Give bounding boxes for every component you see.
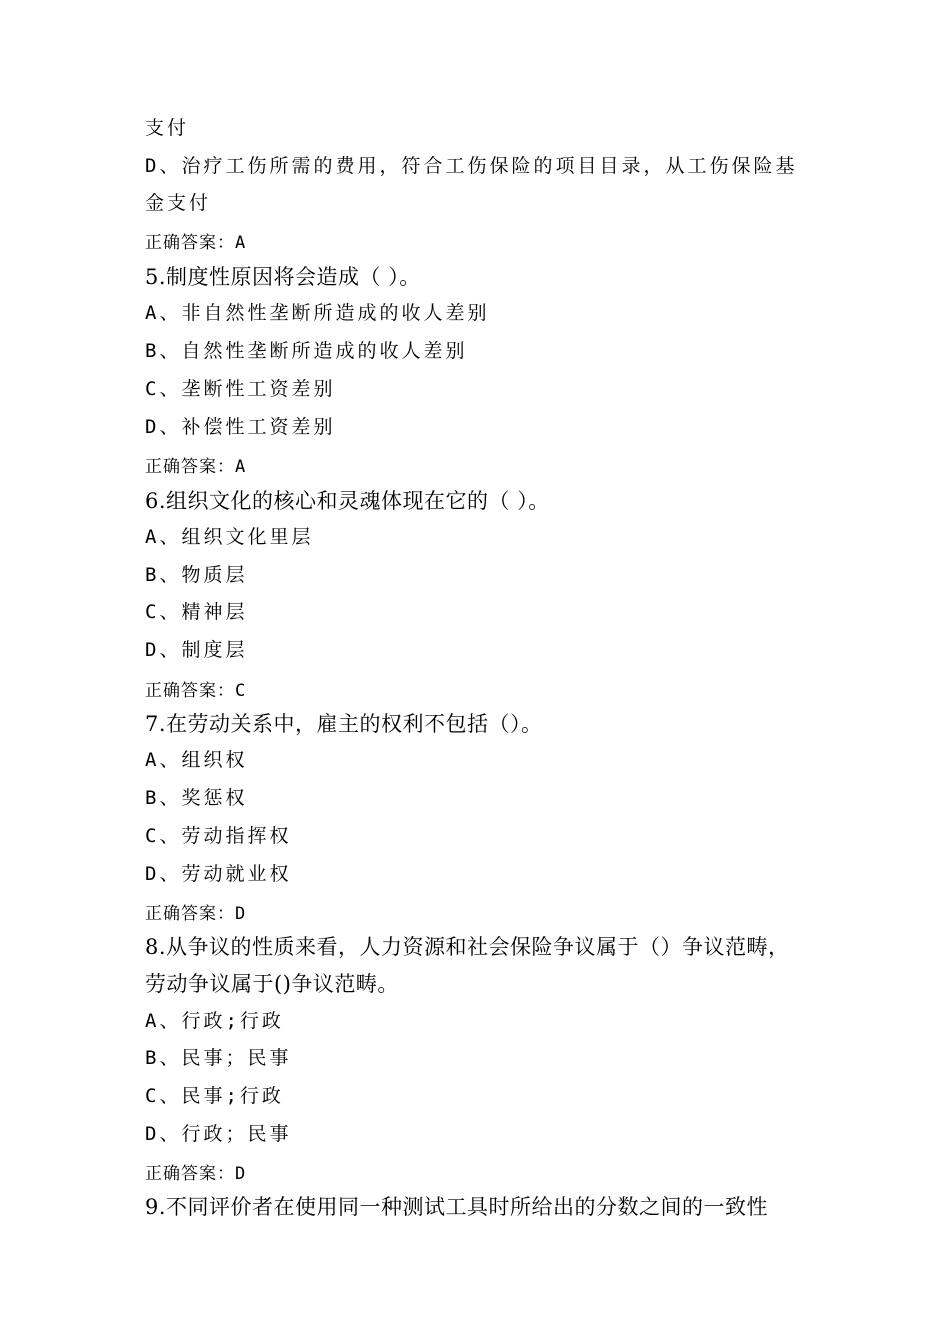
correct-answer: 正确答案：A [145,233,247,253]
correct-answer: 正确答案：A [145,457,247,477]
question-9: 9.不同评价者在使用同一种测试工具时所给出的分数之间的一致性 [145,1195,769,1219]
option-text: 支付 [145,117,190,139]
option-b: B、物质层 [145,564,248,586]
option-d: D、行政；民事 [145,1123,292,1145]
question-5: 5.制度性原因将会造成（ ）。 [145,265,421,289]
option-a: A、行政;行政 [145,1010,284,1032]
question-8-continued: 劳动争议属于()争议范畴。 [145,972,399,996]
correct-answer: 正确答案：C [145,681,247,701]
option-c: C、民事;行政 [145,1085,284,1107]
option-d: D、劳动就业权 [145,863,292,885]
option-d: D、补偿性工资差别 [145,416,336,438]
option-b: B、民事；民事 [145,1047,292,1069]
option-a: A、组织文化里层 [145,526,314,548]
option-text: 金支付 [145,192,212,214]
option-a: A、非自然性垄断所造成的收人差别 [145,302,490,324]
option-d: D、治疗工伤所需的费用，符合工伤保险的项目目录，从工伤保险基 [145,155,798,177]
option-c: C、精神层 [145,601,248,623]
correct-answer: 正确答案：D [145,1164,247,1184]
question-6: 6.组织文化的核心和灵魂体现在它的（ ）。 [145,489,550,513]
option-b: B、奖惩权 [145,787,248,809]
question-7: 7.在劳动关系中，雇主的权利不包括（）。 [145,712,543,736]
option-c: C、垄断性工资差别 [145,378,336,400]
question-8: 8.从争议的性质来看，人力资源和社会保险争议属于（）争议范畴， [145,935,790,959]
option-d: D、制度层 [145,639,248,661]
option-a: A、组织权 [145,749,248,771]
option-c: C、劳动指挥权 [145,825,292,847]
correct-answer: 正确答案：D [145,904,247,924]
option-b: B、自然性垄断所造成的收人差别 [145,340,468,362]
